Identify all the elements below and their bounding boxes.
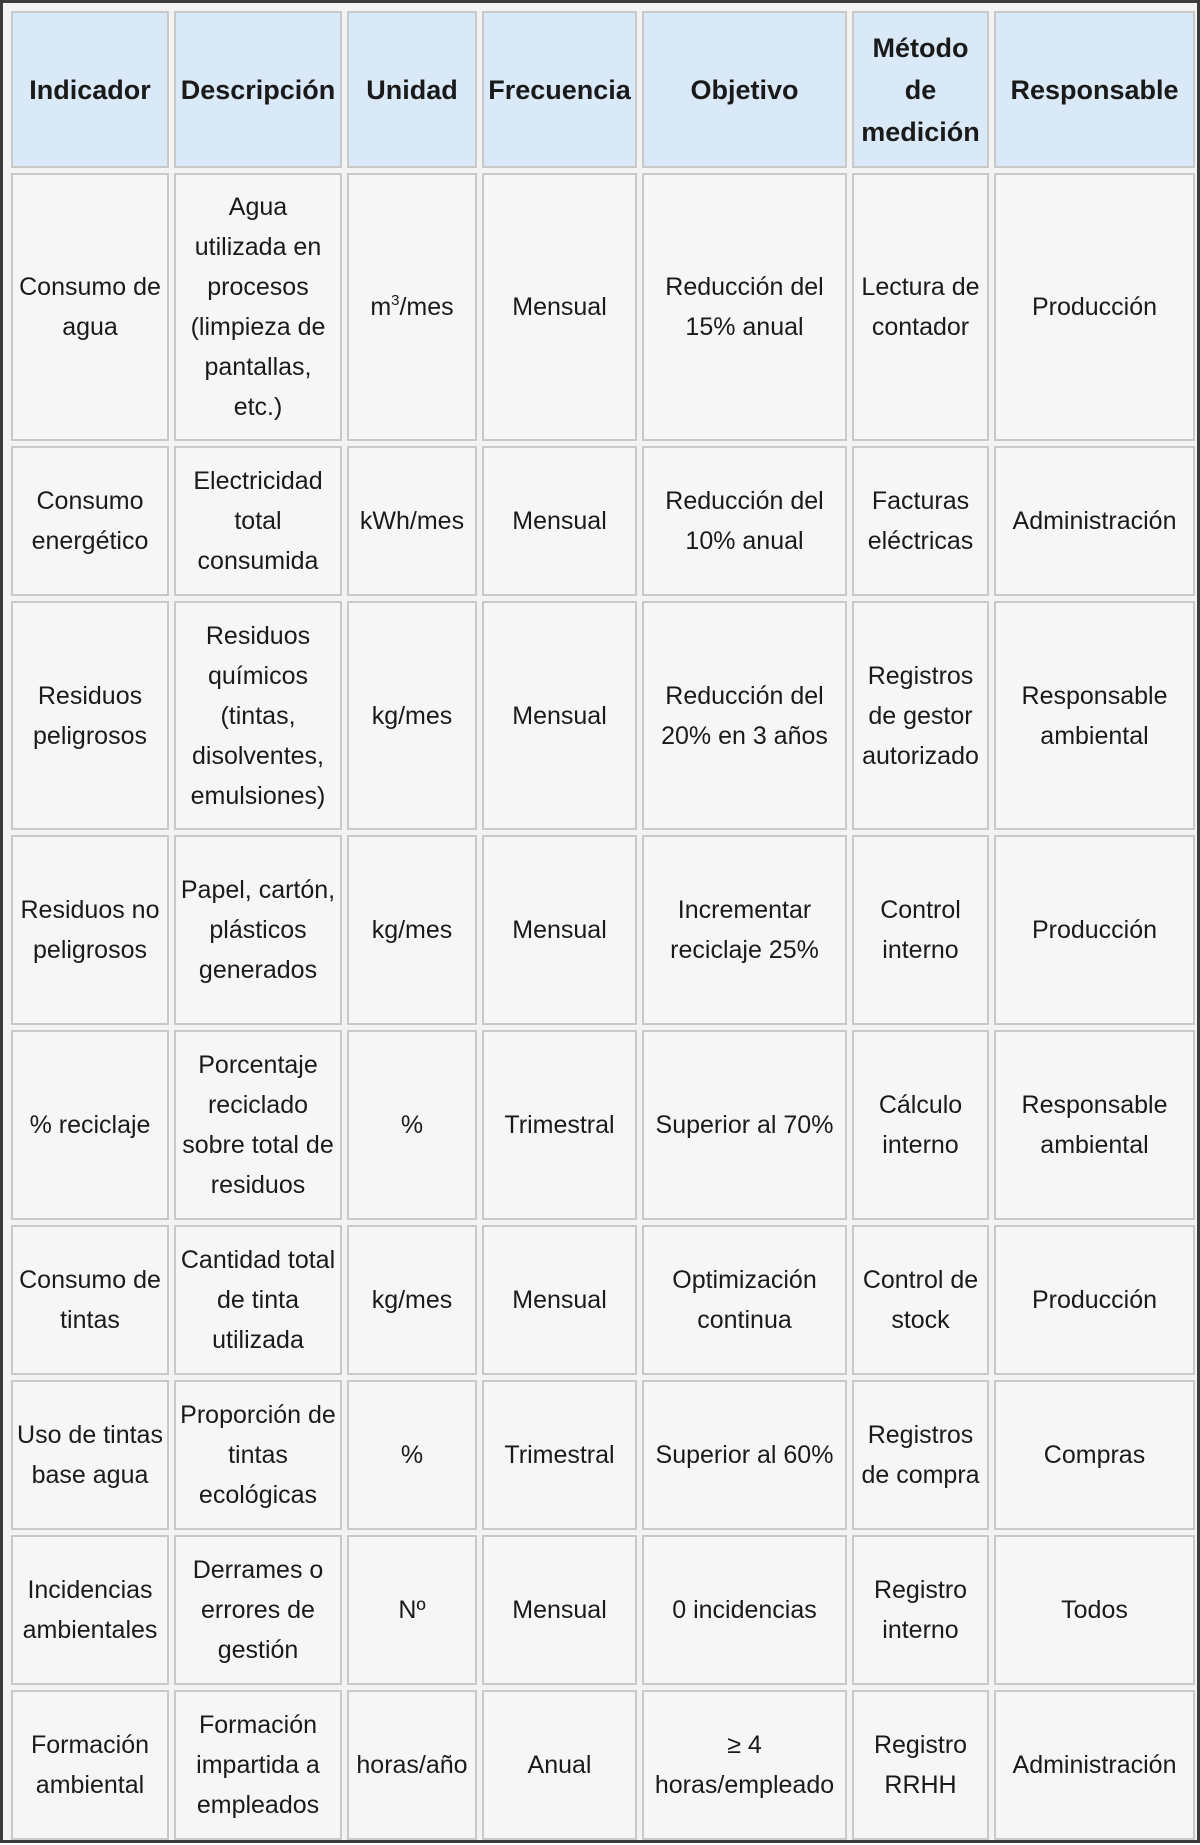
cell-indicador: % reciclaje (11, 1030, 169, 1220)
header-responsable: Responsable (994, 11, 1195, 168)
cell-descripcion: Derrames o errores de gestión (174, 1535, 342, 1685)
cell-objetivo: ≥ 4 horas/empleado (642, 1690, 847, 1840)
header-objetivo: Objetivo (642, 11, 847, 168)
table-row (11, 1690, 1195, 1840)
cell-responsable: Administración (994, 1690, 1195, 1840)
table-row (11, 1535, 1195, 1685)
table-row (11, 1030, 1195, 1220)
cell-responsable: Producción (994, 1225, 1195, 1375)
cell-frecuencia: Anual (482, 1690, 637, 1840)
cell-unidad (347, 173, 477, 441)
cell-frecuencia: Mensual (482, 601, 637, 830)
cell-descripcion: Proporción de tintas ecológicas (174, 1380, 342, 1530)
cell-indicador: Consumo energético (11, 446, 169, 596)
cell-objetivo: Reducción del 10% anual (642, 446, 847, 596)
cell-unidad: kWh/mes (347, 446, 477, 596)
cell-frecuencia: Mensual (482, 1225, 637, 1375)
cell-objetivo: Reducción del 15% anual (642, 173, 847, 441)
cell-unidad: % (347, 1380, 477, 1530)
cell-unidad: Nº (347, 1535, 477, 1685)
table-row (11, 1380, 1195, 1530)
cell-objetivo: Optimización continua (642, 1225, 847, 1375)
cell-metodo: Registro interno (852, 1535, 989, 1685)
cell-responsable: Todos (994, 1535, 1195, 1685)
cell-indicador: Incidencias ambientales (11, 1535, 169, 1685)
cell-unidad: kg/mes (347, 835, 477, 1025)
cell-frecuencia: Trimestral (482, 1030, 637, 1220)
cell-metodo: Cálculo interno (852, 1030, 989, 1220)
header-indicador: Indicador (11, 11, 169, 168)
cell-objetivo: Incrementar reciclaje 25% (642, 835, 847, 1025)
cell-frecuencia: Mensual (482, 835, 637, 1025)
cell-indicador: Consumo de agua (11, 173, 169, 441)
cell-metodo: Registros de compra (852, 1380, 989, 1530)
cell-descripcion: Agua utilizada en procesos (limpieza de pantallas, etc.) (174, 173, 342, 441)
cell-indicador: Uso de tintas base agua (11, 1380, 169, 1530)
unit-base: m (370, 293, 392, 321)
cell-indicador: Formación ambiental (11, 1690, 169, 1840)
cell-objetivo: Reducción del 20% en 3 años (642, 601, 847, 830)
table-row (11, 173, 1195, 441)
table-row (11, 446, 1195, 596)
header-row (11, 11, 1195, 168)
cell-responsable: Producción (994, 173, 1195, 441)
indicators-table (6, 6, 1200, 1845)
cell-indicador: Residuos peligrosos (11, 601, 169, 830)
table-row (11, 601, 1195, 830)
cell-metodo: Control de stock (852, 1225, 989, 1375)
cell-descripcion: Porcentaje reciclado sobre total de residuos (174, 1030, 342, 1220)
cell-unidad: % (347, 1030, 477, 1220)
cell-indicador: Residuos no peligrosos (11, 835, 169, 1025)
cell-objetivo: Superior al 60% (642, 1380, 847, 1530)
table-row (11, 835, 1195, 1025)
cell-unidad: horas/año (347, 1690, 477, 1840)
cell-metodo: Registro RRHH (852, 1690, 989, 1840)
cell-responsable: Compras (994, 1380, 1195, 1530)
header-unidad: Unidad (347, 11, 477, 168)
cell-descripcion: Cantidad total de tinta utilizada (174, 1225, 342, 1375)
cell-frecuencia: Mensual (482, 446, 637, 596)
cell-descripcion: Electricidad total consumida (174, 446, 342, 596)
cell-frecuencia: Mensual (482, 173, 637, 441)
unit-rest: /mes (399, 293, 454, 321)
cell-metodo: Registros de gestor autorizado (852, 601, 989, 830)
header-frecuencia: Frecuencia (482, 11, 637, 168)
cell-metodo: Lectura de contador (852, 173, 989, 441)
cell-descripcion: Formación impartida a empleados (174, 1690, 342, 1840)
table-row (11, 1225, 1195, 1375)
cell-objetivo: Superior al 70% (642, 1030, 847, 1220)
cell-frecuencia: Trimestral (482, 1380, 637, 1530)
cell-responsable: Responsable ambiental (994, 1030, 1195, 1220)
cell-descripcion: Residuos químicos (tintas, disolventes, emulsiones) (174, 601, 342, 830)
cell-metodo: Control interno (852, 835, 989, 1025)
cell-unidad: kg/mes (347, 601, 477, 830)
cell-metodo: Facturas eléctricas (852, 446, 989, 596)
header-descripcion: Descripción (174, 11, 342, 168)
cell-responsable: Responsable ambiental (994, 601, 1195, 830)
cell-responsable: Administración (994, 446, 1195, 596)
cell-frecuencia: Mensual (482, 1535, 637, 1685)
cell-unidad: kg/mes (347, 1225, 477, 1375)
unit-superscript: 3 (391, 292, 400, 309)
cell-objetivo: 0 incidencias (642, 1535, 847, 1685)
cell-descripcion: Papel, cartón, plásticos generados (174, 835, 342, 1025)
header-metodo: Método de medición (852, 11, 989, 168)
cell-indicador: Consumo de tintas (11, 1225, 169, 1375)
cell-responsable: Producción (994, 835, 1195, 1025)
